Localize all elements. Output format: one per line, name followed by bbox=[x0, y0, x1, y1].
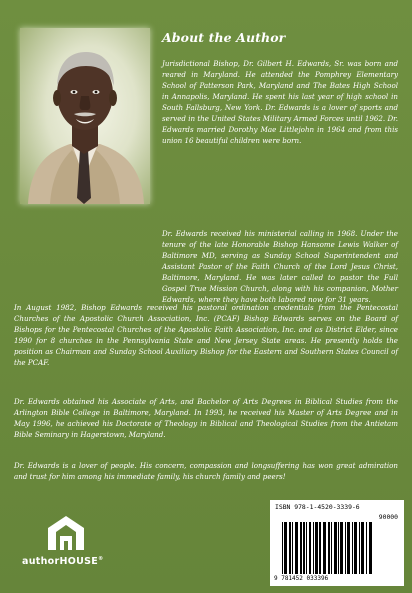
barcode-stripe bbox=[369, 522, 372, 574]
barcode-stripe bbox=[345, 522, 346, 574]
bio-paragraph-2: Dr. Edwards received his ministerial calling in 1968. Under the tenure of the late Honorable Bishop Hansome Lewis Walker of Baltimore MD, serving as Sunday School Superintendent and Assistant Pastor of the Faith Church of the Lord Jesus Christ, Baltimore, Maryland. He was later called to pastor the Full Gospel True Mission Church, along with his companion, Mother Edwards, where they have both labored now for 31 years. bbox=[162, 229, 398, 304]
barcode-stripe bbox=[352, 522, 353, 574]
barcode-stripe bbox=[292, 522, 293, 574]
barcode-stripe bbox=[313, 522, 314, 574]
barcode-stripe bbox=[303, 522, 305, 574]
isbn-number: ISBN 978-1-4520-3339-6 bbox=[275, 503, 360, 511]
barcode-stripe bbox=[331, 522, 332, 574]
barcode-stripe bbox=[295, 522, 298, 574]
bio-paragraph-5: Dr. Edwards is a lover of people. His concern, compassion and longsuffering has won great admiration and trust for him among his immediate family, his church family and peers! bbox=[14, 461, 398, 481]
publisher-name-prefix: author bbox=[22, 556, 60, 568]
bio-paragraph-3: In August 1982, Bishop Edwards received his pastoral ordination credentials from the Pentecostal Churches of the Apostolic Church Association, Inc. (PCAF) Bishop Edwards serves on the Board of Bishops for the Pentecostal Churches of the Apostolic Faith Association, Inc. and as District Elder, since 1990 for 8 churches in the Pennsylvania State and New Jersey State areas. He presently holds the position as Chairman and Sunday School Auxiliary Bishop for the Eastern and Southern States Council of the PCAF. bbox=[14, 303, 398, 367]
barcode-stripe bbox=[361, 522, 364, 574]
bio-paragraph-4: Dr. Edwards obtained his Associate of Arts, and Bachelor of Arts Degrees in Biblical Studies from the Arlington Bible College in Baltimore, Maryland. In 1993, he received his Master of Arts Degree and in May 1996, he achieved his Doctorate of Theology in Biblical and Theological Studies from the Antietam Bible Seminary in Hagerstown, Maryland. bbox=[14, 397, 398, 439]
authorhouse-house-icon bbox=[46, 514, 86, 552]
barcode-stripe bbox=[366, 522, 367, 574]
barcode-stripe bbox=[309, 522, 311, 574]
barcode-stripe bbox=[323, 522, 326, 574]
price-code: 90000 bbox=[378, 513, 398, 521]
author-photo bbox=[20, 28, 150, 204]
barcode-stripe bbox=[315, 522, 318, 574]
registered-mark: ® bbox=[98, 556, 104, 562]
bio-paragraph-1: Jurisdictional Bishop, Dr. Gilbert H. Edwards, Sr. was born and reared in Maryland. He attended the Pomphrey Elementary School of Patterson Park, Maryland and The Bates High School in Annapolis, Maryland. He spent his last year of high school in South Fallsburg, New York. Dr. Edwards is a lover of sports and served in the United States Military Armed Forces until 1962. Dr. Edwards married Dorothy Mae Littlejohn in 1964 and from this union 16 beautiful children were born. bbox=[162, 59, 398, 145]
isbn-barcode bbox=[270, 500, 404, 586]
barcode-digits: 9 781452 033396 bbox=[274, 575, 329, 582]
publisher-logo bbox=[22, 514, 112, 574]
barcode-stripe bbox=[359, 522, 360, 574]
barcode-stripe bbox=[347, 522, 350, 574]
barcode-stripe bbox=[354, 522, 357, 574]
author-portrait-image bbox=[20, 28, 150, 204]
barcode-stripe bbox=[340, 522, 343, 574]
barcode-stripe bbox=[319, 522, 321, 574]
barcode-stripe bbox=[328, 522, 330, 574]
barcode-stripe bbox=[289, 522, 291, 574]
barcode-stripe bbox=[306, 522, 307, 574]
barcode-stripe bbox=[334, 522, 337, 574]
barcode-stripe bbox=[282, 522, 283, 574]
barcode-stripe bbox=[300, 522, 302, 574]
barcode-bars bbox=[282, 522, 400, 574]
publisher-name bbox=[22, 556, 118, 567]
about-author-heading: About the Author bbox=[162, 30, 286, 45]
barcode-stripe bbox=[284, 522, 287, 574]
publisher-name-suffix: HOUSE bbox=[59, 556, 99, 568]
barcode-stripe bbox=[338, 522, 339, 574]
